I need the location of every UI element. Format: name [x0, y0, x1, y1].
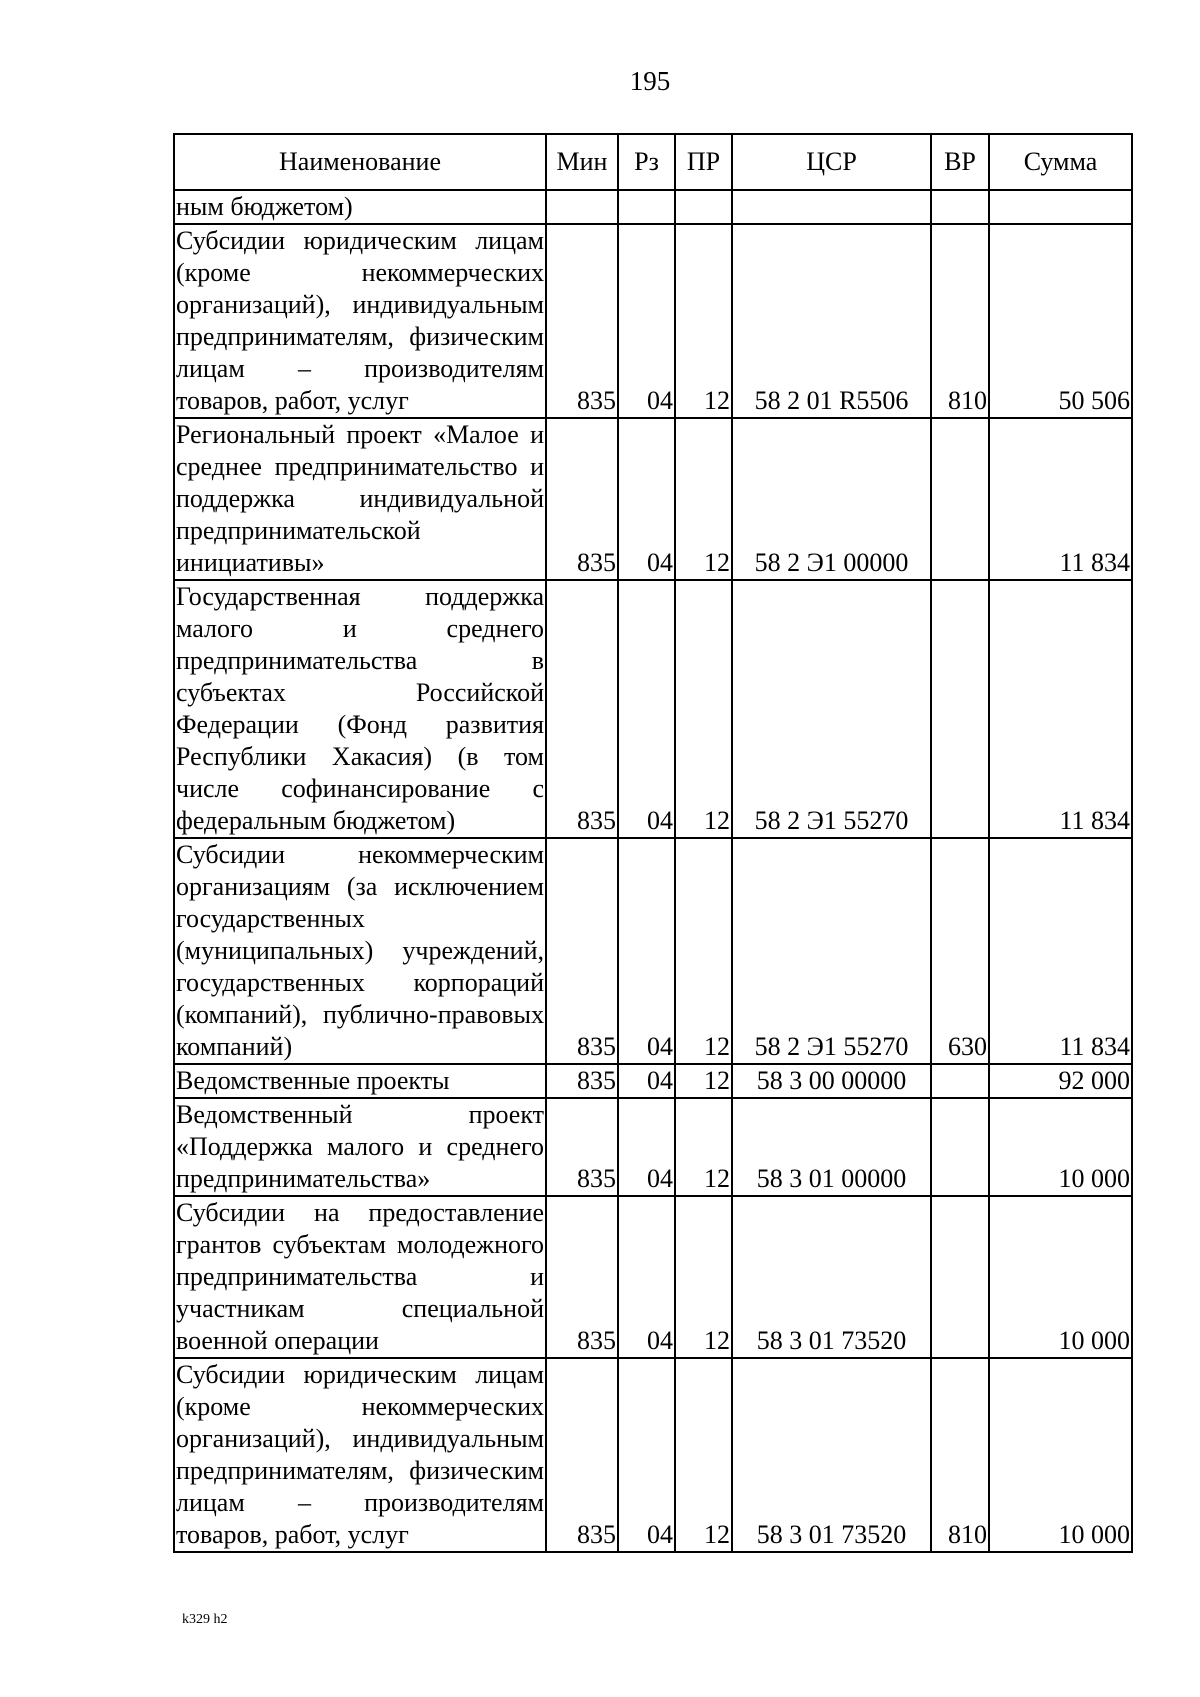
table-row: [174, 1098, 1132, 1196]
cell-name: Субсидии юридическим лицам (кроме некоммерческих организаций), индивидуальным предпринимателям, физическим лицам – производителям товаров, работ, услуг: [174, 224, 546, 418]
cell-name: ным бюджетом): [174, 190, 546, 224]
cell-rz: 04: [618, 418, 675, 580]
cell-vr: [931, 190, 989, 224]
table-row: [174, 1358, 1132, 1552]
cell-vr: [931, 1098, 989, 1196]
cell-csr: 58 3 00 00000: [732, 1064, 931, 1098]
cell-min: [546, 190, 618, 224]
cell-rz: 04: [618, 1098, 675, 1196]
cell-min: 835: [546, 1196, 618, 1358]
cell-pr: 12: [675, 224, 732, 418]
cell-sum: 92 000: [989, 1064, 1132, 1098]
cell-rz: 04: [618, 580, 675, 838]
cell-csr: 58 2 Э1 55270: [732, 838, 931, 1064]
table-row: [174, 580, 1132, 838]
cell-csr: 58 2 01 R5506: [732, 224, 931, 418]
cell-rz: [618, 190, 675, 224]
cell-csr: 58 2 Э1 00000: [732, 418, 931, 580]
cell-pr: 12: [675, 1064, 732, 1098]
header-min: Мин: [546, 134, 618, 190]
cell-rz: 04: [618, 1196, 675, 1358]
header-csr: ЦСР: [732, 134, 931, 190]
page-number: 195: [629, 66, 671, 96]
cell-vr: [931, 1196, 989, 1358]
table-row: [174, 1064, 1132, 1098]
table-row: [174, 418, 1132, 580]
cell-name: Субсидии на предоставление грантов субъектам молодежного предпринимательства и участникам специальной военной операции: [174, 1196, 546, 1358]
cell-sum: 10 000: [989, 1098, 1132, 1196]
cell-rz: 04: [618, 224, 675, 418]
table-header-row: [174, 134, 1132, 190]
cell-vr: 630: [931, 838, 989, 1064]
footer-code: k329 h2: [182, 1612, 228, 1627]
cell-csr: [732, 190, 931, 224]
table-row: [174, 838, 1132, 1064]
cell-rz: 04: [618, 1358, 675, 1552]
cell-name: Субсидии юридическим лицам (кроме некоммерческих организаций), индивидуальным предпринимателям, физическим лицам – производителям товаров, работ, услуг: [174, 1358, 546, 1552]
cell-pr: 12: [675, 1196, 732, 1358]
cell-sum: 10 000: [989, 1358, 1132, 1552]
cell-name: Субсидии некоммерческим организациям (за исключением государственных (муниципальных) учреждений, государственных корпораций (компаний), публично-правовых компаний): [174, 838, 546, 1064]
cell-csr: 58 3 01 73520: [732, 1196, 931, 1358]
cell-vr: [931, 1064, 989, 1098]
cell-pr: 12: [675, 418, 732, 580]
table-row: [174, 190, 1132, 224]
table-row: [174, 224, 1132, 418]
cell-csr: 58 3 01 00000: [732, 1098, 931, 1196]
header-name: Наименование: [174, 134, 546, 190]
cell-min: 835: [546, 580, 618, 838]
cell-vr: [931, 418, 989, 580]
cell-min: 835: [546, 838, 618, 1064]
cell-pr: 12: [675, 580, 732, 838]
cell-name: Государственная поддержка малого и среднего предпринимательства в субъектах Российской Федерации (Фонд развития Республики Хакасия) (в том числе софинансирование с федеральным бюджетом): [174, 580, 546, 838]
cell-vr: [931, 580, 989, 838]
cell-pr: 12: [675, 1358, 732, 1552]
cell-vr: 810: [931, 1358, 989, 1552]
header-sum: Сумма: [989, 134, 1132, 190]
cell-min: 835: [546, 1358, 618, 1552]
cell-sum: 10 000: [989, 1196, 1132, 1358]
cell-csr: 58 2 Э1 55270: [732, 580, 931, 838]
cell-rz: 04: [618, 838, 675, 1064]
cell-sum: 11 834: [989, 418, 1132, 580]
cell-pr: [675, 190, 732, 224]
cell-min: 835: [546, 418, 618, 580]
cell-sum: 11 834: [989, 580, 1132, 838]
budget-table: [173, 133, 1133, 1553]
cell-sum: 11 834: [989, 838, 1132, 1064]
header-rz: Рз: [618, 134, 675, 190]
cell-name: Региональный проект «Малое и среднее предпринимательство и поддержка индивидуальной предпринимательской инициативы»: [174, 418, 546, 580]
header-pr: ПР: [675, 134, 732, 190]
cell-sum: [989, 190, 1132, 224]
cell-min: 835: [546, 224, 618, 418]
cell-csr: 58 3 01 73520: [732, 1358, 931, 1552]
header-vr: ВР: [931, 134, 989, 190]
cell-vr: 810: [931, 224, 989, 418]
cell-rz: 04: [618, 1064, 675, 1098]
cell-name: Ведомственный проект «Поддержка малого и среднего предпринимательства»: [174, 1098, 546, 1196]
cell-pr: 12: [675, 838, 732, 1064]
cell-min: 835: [546, 1098, 618, 1196]
table-body: [174, 190, 1132, 1552]
cell-pr: 12: [675, 1098, 732, 1196]
table-row: [174, 1196, 1132, 1358]
cell-name: Ведомственные проекты: [174, 1064, 546, 1098]
cell-sum: 50 506: [989, 224, 1132, 418]
cell-min: 835: [546, 1064, 618, 1098]
